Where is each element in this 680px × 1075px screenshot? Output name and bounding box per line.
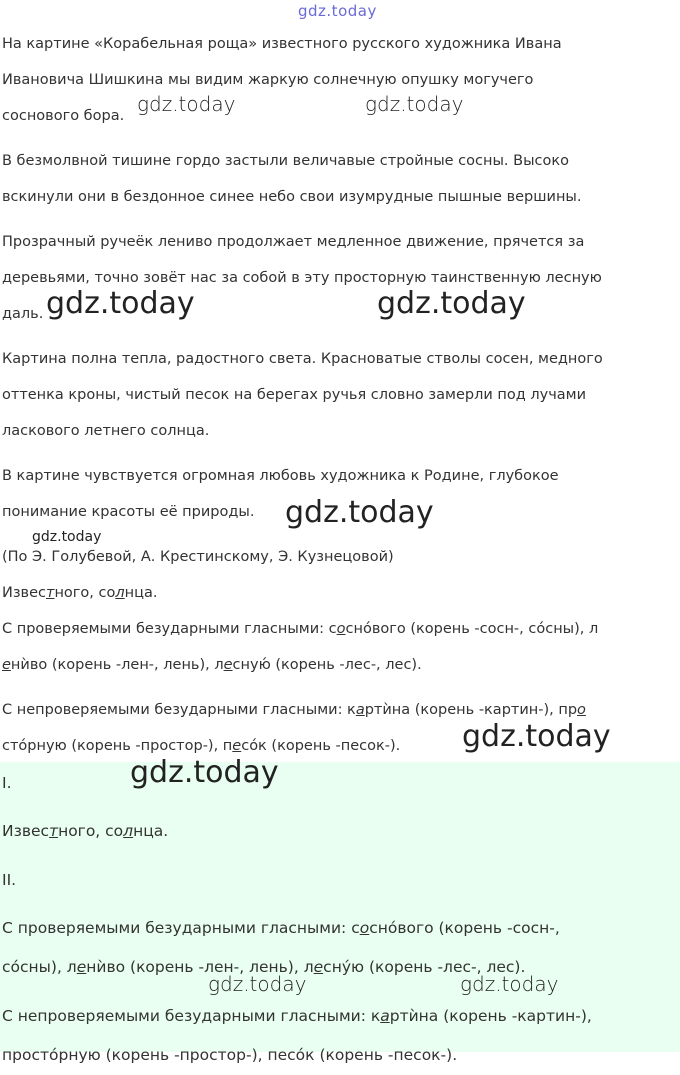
text-part: С проверяемыми безударными гласными: с: [2, 621, 337, 637]
answer-uncheckable-1: [2, 997, 678, 1036]
text-line: Картина полна тепла, радостного света. Красноватые стволы сосен, медного: [2, 351, 603, 367]
watermark: gdz.today: [460, 972, 559, 996]
underlined-letter: т: [49, 822, 59, 840]
text-part: нца.: [133, 822, 169, 840]
text-part: ртѝна (корень -картин-), пр: [364, 702, 578, 718]
text-line: Прозрачный ручеёк лениво продолжает медленное движение, прячется за: [2, 234, 585, 250]
text-line: На картине «Корабельная роща» известного русского художника Ивана: [2, 36, 562, 52]
text-part: ного, со: [54, 585, 116, 601]
underlined-letter: т: [46, 585, 55, 601]
watermark: gdz.today: [377, 286, 526, 321]
analysis-checkable: [2, 611, 674, 683]
source-citation: [2, 539, 674, 575]
answer-checkable-2: [2, 948, 678, 987]
text-part: сную́ (корень -лес-, лес).: [232, 657, 422, 673]
watermark: gdz.today: [137, 92, 236, 116]
text-line: В картине чувствуется огромная любовь художника к Родине, глубокое: [2, 468, 559, 484]
answer-checkable-1: [2, 909, 678, 948]
text-part: стóрную (корень -простор-), п: [2, 738, 233, 754]
watermark: gdz.today: [285, 495, 434, 530]
text-part: сóсны), л: [2, 958, 77, 976]
underlined-letter: е: [223, 657, 233, 673]
underlined-letter: о: [577, 702, 586, 718]
watermark: gdz.today: [462, 719, 611, 754]
analysis-line-1: [2, 575, 674, 611]
underlined-letter: е: [232, 738, 242, 754]
text-line: [2, 611, 674, 647]
text-part: нѝво (корень -лен-, лень), л: [10, 657, 224, 673]
watermark-top: gdz.today: [298, 2, 377, 20]
watermark: gdz.today: [130, 755, 279, 790]
watermark: gdz.today: [32, 529, 102, 545]
text-line: оттенка кроны, чистый песок на берегах ручья словно замерли под лучами: [2, 387, 587, 403]
answer-line-1: [2, 812, 678, 851]
paragraph-4: [2, 341, 674, 449]
text-part: ного, со: [58, 822, 124, 840]
text-line: [2, 647, 674, 683]
underlined-letter: о: [359, 919, 370, 937]
text-line: ласкового летнего солнца.: [2, 423, 210, 439]
text-part: снóвого (корень -сосн-,: [369, 919, 560, 937]
text-line: соснового бора.: [2, 108, 125, 124]
watermark: gdz.today: [365, 92, 464, 116]
source-text: (По Э. Голубевой, А. Крестинскому, Э. Кузнецовой): [2, 549, 394, 565]
watermark: gdz.today: [208, 972, 307, 996]
text-part: Извес: [2, 585, 46, 601]
underlined-letter: е: [313, 958, 324, 976]
text-part: С проверяемыми безударными гласными: с: [2, 919, 360, 937]
underlined-letter: л: [123, 822, 134, 840]
text-part: нца.: [124, 585, 158, 601]
text-line: деревьями, точно зовёт нас за собой в эту просторную таинственную лесную: [2, 270, 602, 286]
underlined-letter: а: [355, 702, 365, 718]
text-part: Извес: [2, 822, 50, 840]
text-part: ртѝна (корень -картин-),: [389, 1007, 592, 1025]
answer-panel: [0, 762, 680, 1064]
underlined-letter: о: [336, 621, 346, 637]
text-line: даль.: [2, 306, 44, 322]
text-line: В безмолвной тишине гордо застыли величавые стройные сосны. Высоко: [2, 153, 570, 169]
text-part: сну́ю (корень -лес-, лес).: [323, 958, 526, 976]
watermark: gdz.today: [46, 286, 195, 321]
underlined-letter: е: [76, 958, 87, 976]
text-part: С непроверяемыми безударными гласными: к: [2, 702, 356, 718]
underlined-letter: е: [2, 657, 11, 673]
text-part: сóк (корень -песок-).: [241, 738, 401, 754]
text-line: Ивановича Шишкина мы видим жаркую солнечную опушку могучего: [2, 72, 534, 88]
paragraph-2: [2, 143, 674, 215]
answer-roman-1: I.: [2, 774, 12, 792]
text-part: нѝво (корень -лен-, лень), л: [86, 958, 314, 976]
text-part: С непроверяемыми безударными гласными: к: [2, 1007, 381, 1025]
paragraph-1: [2, 26, 674, 134]
text-line: понимание красоты её природы.: [2, 504, 255, 520]
underlined-letter: а: [380, 1007, 390, 1025]
answer-uncheckable-2: простóрную (корень -простор-), песóк (корень -песок-).: [2, 1046, 458, 1064]
text-line: [2, 575, 674, 611]
text-part: снóвого (корень -сосн-, сóсны), л: [345, 621, 599, 637]
underlined-letter: л: [115, 585, 125, 601]
answer-roman-2: II.: [2, 871, 17, 889]
text-line: вскинули они в бездонное синее небо свои изумрудные пышные вершины.: [2, 189, 582, 205]
